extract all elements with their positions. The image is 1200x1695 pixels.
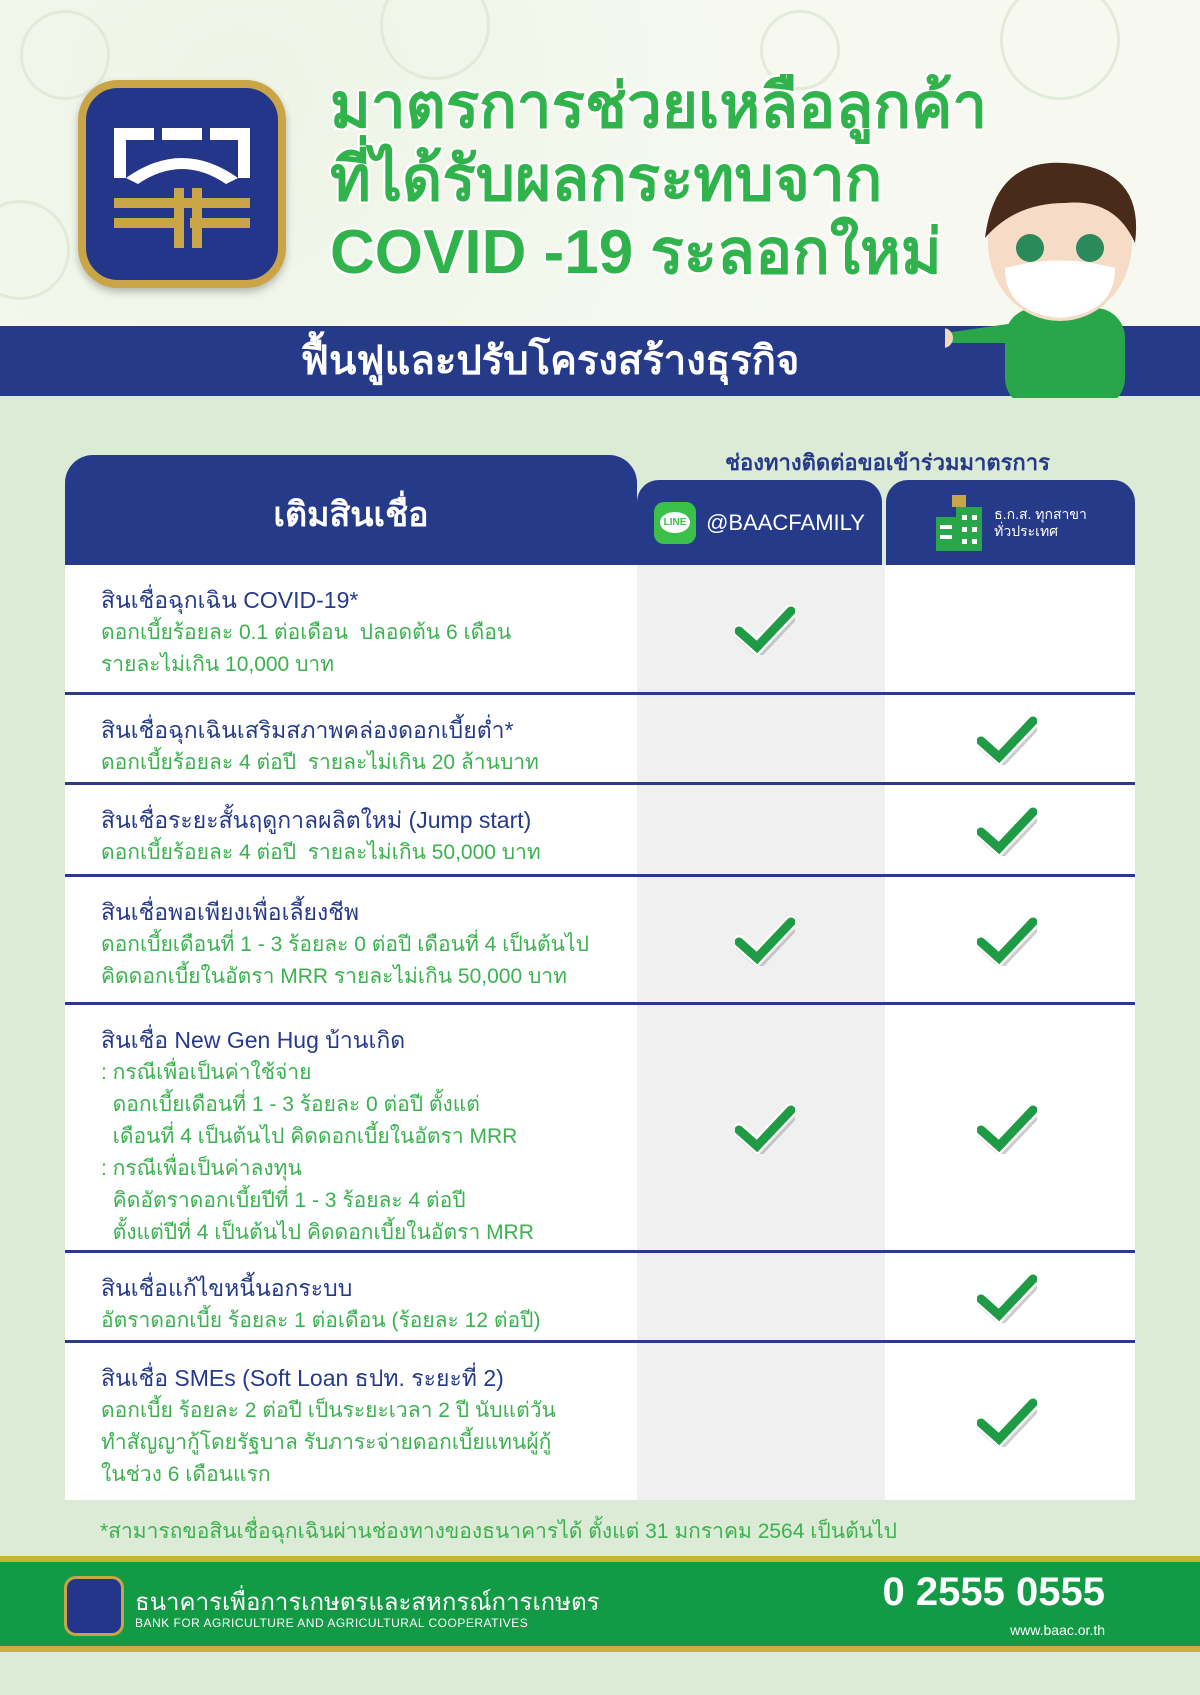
loan-title: สินเชื่อ SMEs (Soft Loan ธปท. ระยะที่ 2) [101, 1365, 504, 1391]
website-link[interactable]: www.baac.or.th [1010, 1622, 1105, 1638]
virus-pattern-icon [0, 200, 70, 300]
loan-title: สินเชื่อฉุกเฉิน COVID-19* [101, 587, 359, 613]
bank-name-en: BANK FOR AGRICULTURE AND AGRICULTURAL COOPERATIVES [135, 1616, 529, 1630]
loan-detail: ดอกเบี้ย ร้อยละ 2 ต่อปี เป็นระยะเวลา 2 ปี นับแต่วัน ทำสัญญากู้โดยรัฐบาล รับภาระจ่ายดอกเบี้ยแทนผู้กู้ ในช่วง 6 เดือนแรก [101, 1399, 556, 1486]
channel-header-line [637, 480, 882, 565]
page-title [330, 70, 987, 289]
virus-pattern-icon [380, 0, 490, 80]
checkmark-icon [977, 1397, 1037, 1447]
title-line: มาตรการช่วยเหลือลูกค้า [330, 72, 988, 141]
title-line: ที่ได้รับผลกระทบจาก [330, 145, 883, 214]
loan-title: สินเชื่อ New Gen Hug บ้านเกิด [101, 1027, 406, 1053]
loan-column-header: เติมสินเชื่อ [65, 455, 637, 565]
loan-detail: : กรณีเพื่อเป็นค่าใช้จ่าย ดอกเบี้ยเดือนที่ 1 - 3 ร้อยละ 0 ต่อปี ตั้งแต่ เดือนที่ 4 เป็นต้นไป คิดดอกเบี้ยในอัตรา MRR : กรณีเพื่อเป็นค่าลงทุน คิดอัตราดอกเบี้ยปีที่ 1 - 3 ร้อยละ 4 ต่อปี ตั้งแต่ปีที่ 4 เป็นต้นไป คิดดอกเบี้ยในอัตรา MRR [101, 1061, 534, 1244]
channels-label: ช่องทางติดต่อขอเข้าร่วมมาตรการ [725, 450, 1050, 475]
loan-title: สินเชื่อพอเพียงเพื่อเลี้ยงชีพ [101, 899, 360, 925]
channel-header-branch [886, 480, 1135, 565]
checkmark-icon [977, 1104, 1037, 1154]
checkmark-icon [735, 1104, 795, 1154]
title-line: COVID -19 ระลอกใหม่ [330, 218, 942, 287]
table-row [65, 1343, 1135, 1500]
checkmark-icon [735, 605, 795, 655]
loan-title: สินเชื่อแก้ไขหนี้นอกระบบ [101, 1275, 353, 1301]
loan-detail: ดอกเบี้ยเดือนที่ 1 - 3 ร้อยละ 0 ต่อปี เดือนที่ 4 เป็นต้นไป คิดดอกเบี้ยในอัตรา MRR รายละไม่เกิน 50,000 บาท [101, 933, 589, 988]
footer-bar [0, 1556, 1200, 1652]
loan-title: สินเชื่อระยะสั้นฤดูกาลผลิตใหม่ (Jump start) [101, 807, 532, 833]
checkmark-icon [977, 1273, 1037, 1323]
loan-detail: ดอกเบี้ยร้อยละ 4 ต่อปี รายละไม่เกิน 50,000 บาท [101, 841, 541, 864]
table-row [65, 785, 1135, 877]
checkmark-icon [977, 916, 1037, 966]
footer-logo [64, 1576, 124, 1636]
phone-number[interactable]: 0 2555 0555 [882, 1570, 1105, 1614]
bank-name-th: ธนาคารเพื่อการเกษตรและสหกรณ์การเกษตร [135, 1589, 600, 1616]
table-row [65, 565, 1135, 695]
checkmark-icon [977, 715, 1037, 765]
channel-label: ธ.ก.ส. ทุกสาขา ทั่วประเทศ [994, 505, 1087, 539]
table-row [65, 877, 1135, 1005]
table-row [65, 1253, 1135, 1343]
loan-detail: อัตราดอกเบี้ย ร้อยละ 1 ต่อเดือน (ร้อยละ 12 ต่อปี) [101, 1309, 541, 1332]
table-row [65, 1005, 1135, 1253]
checkmark-icon [735, 916, 795, 966]
branch-building-icon [934, 495, 984, 551]
checkmark-icon [977, 806, 1037, 856]
virus-pattern-icon [1000, 0, 1120, 100]
baac-logo [78, 80, 286, 288]
mascot-character [945, 148, 1175, 398]
footnote: *สามารถขอสินเชื่อฉุกเฉินผ่านช่องทางของธนาคารได้ ตั้งแต่ 31 มกราคม 2564 เป็นต้นไป [100, 1520, 897, 1543]
channel-label: @BAACFAMILY [706, 509, 865, 535]
table-row [65, 695, 1135, 785]
loan-detail: ดอกเบี้ยร้อยละ 0.1 ต่อเดือน ปลอดต้น 6 เดือน รายละไม่เกิน 10,000 บาท [101, 621, 512, 676]
loan-table [65, 565, 1135, 1500]
section-banner: ฟื้นฟูและปรับโครงสร้างธุรกิจ [0, 326, 1200, 396]
line-icon: LINE [654, 502, 696, 544]
loan-title: สินเชื่อฉุกเฉินเสริมสภาพคล่องดอกเบี้ยต่ำ* [101, 717, 514, 743]
loan-detail: ดอกเบี้ยร้อยละ 4 ต่อปี รายละไม่เกิน 20 ล้านบาท [101, 751, 539, 774]
